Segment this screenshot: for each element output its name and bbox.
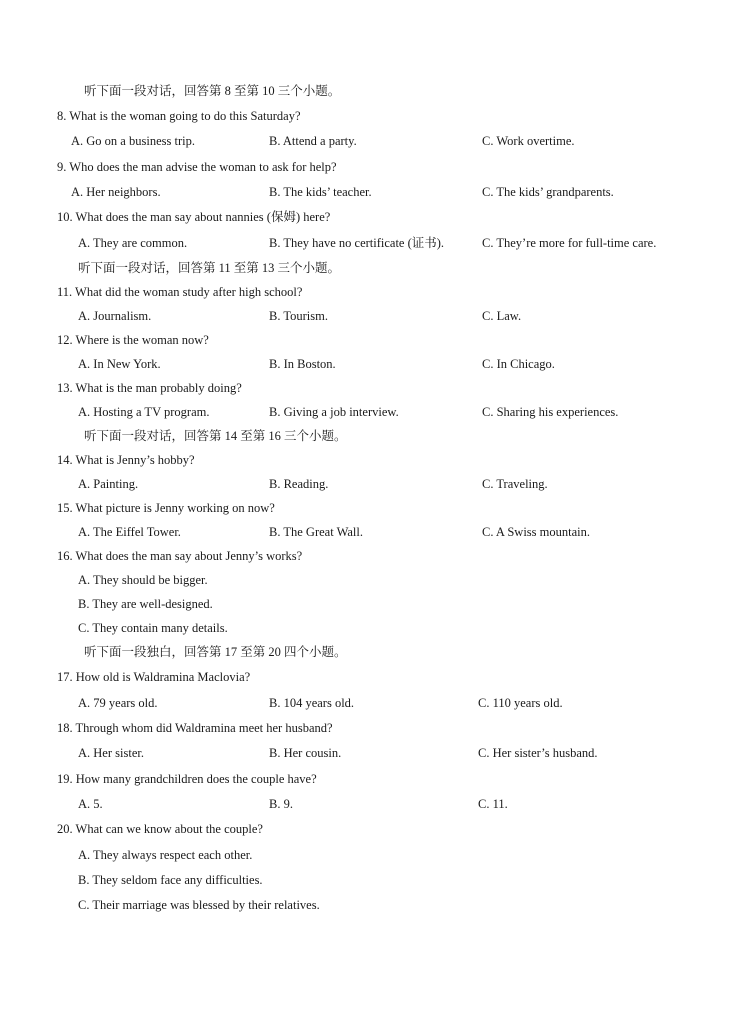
option-a: A. 5. — [78, 797, 103, 811]
option-b: B. Tourism. — [269, 309, 328, 323]
option-b: B. Attend a party. — [269, 134, 357, 148]
option-a: A. 79 years old. — [78, 696, 158, 710]
question-8: 8. What is the woman going to do this Saturday? — [57, 109, 301, 123]
section-instruction: 听下面一段独白，回答第 17 至第 20 四个小题。 — [84, 645, 347, 659]
option-c: C. Work overtime. — [482, 134, 575, 148]
question-18: 18. Through whom did Waldramina meet her husband? — [57, 721, 333, 735]
question-9: 9. Who does the man advise the woman to ask for help? — [57, 160, 337, 174]
question-19: 19. How many grandchildren does the couple have? — [57, 772, 317, 786]
option-c: C. They contain many details. — [78, 621, 228, 635]
question-13: 13. What is the man probably doing? — [57, 381, 242, 395]
option-a: A. Painting. — [78, 477, 139, 491]
option-a: A. They always respect each other. — [78, 848, 253, 862]
option-c: C. 110 years old. — [478, 696, 563, 710]
option-a: A. Her sister. — [78, 746, 144, 760]
option-b: B. 104 years old. — [269, 696, 355, 710]
option-c: C. A Swiss mountain. — [482, 525, 591, 539]
option-a: A. Journalism. — [78, 309, 152, 323]
question-10: 10. What does the man say about nannies (保姆) here? — [57, 210, 331, 224]
option-b: B. In Boston. — [269, 357, 336, 371]
option-b: B. The Great Wall. — [269, 525, 363, 539]
option-b: B. They have no certificate (证书). — [269, 236, 445, 250]
section-instruction: 听下面一段对话，回答第 14 至第 16 三个小题。 — [84, 429, 347, 443]
option-c: C. Sharing his experiences. — [482, 405, 619, 419]
option-c: C. The kids’ grandparents. — [482, 185, 614, 199]
option-b: B. They seldom face any difficulties. — [78, 873, 263, 887]
option-a: A. Her neighbors. — [71, 185, 161, 199]
option-c: C. Her sister’s husband. — [478, 746, 598, 760]
option-c: C. Law. — [482, 309, 522, 323]
option-b: B. Giving a job interview. — [269, 405, 399, 419]
question-17: 17. How old is Waldramina Maclovia? — [57, 670, 251, 684]
option-a: A. Hosting a TV program. — [78, 405, 210, 419]
section-instruction: 听下面一段对话，回答第 11 至第 13 三个小题。 — [78, 261, 341, 275]
question-20: 20. What can we know about the couple? — [57, 822, 263, 836]
question-16: 16. What does the man say about Jenny’s works? — [57, 549, 303, 563]
option-c: C. Their marriage was blessed by their relatives. — [78, 898, 320, 912]
option-b: B. Her cousin. — [269, 746, 342, 760]
option-b: B. The kids’ teacher. — [269, 185, 372, 199]
question-11: 11. What did the woman study after high school? — [57, 285, 303, 299]
option-c: C. 11. — [478, 797, 508, 811]
question-15: 15. What picture is Jenny working on now? — [57, 501, 275, 515]
option-b: B. They are well-designed. — [78, 597, 213, 611]
option-a: A. They are common. — [78, 236, 188, 250]
option-a: A. Go on a business trip. — [71, 134, 195, 148]
option-c: C. In Chicago. — [482, 357, 555, 371]
option-a: A. The Eiffel Tower. — [78, 525, 181, 539]
option-c: C. Traveling. — [482, 477, 548, 491]
question-12: 12. Where is the woman now? — [57, 333, 209, 347]
question-14: 14. What is Jenny’s hobby? — [57, 453, 195, 467]
section-instruction: 听下面一段对话，回答第 8 至第 10 三个小题。 — [84, 84, 341, 98]
option-b: B. Reading. — [269, 477, 329, 491]
option-b: B. 9. — [269, 797, 293, 811]
option-a: A. In New York. — [78, 357, 161, 371]
option-c: C. They’re more for full-time care. — [482, 236, 657, 250]
option-a: A. They should be bigger. — [78, 573, 208, 587]
